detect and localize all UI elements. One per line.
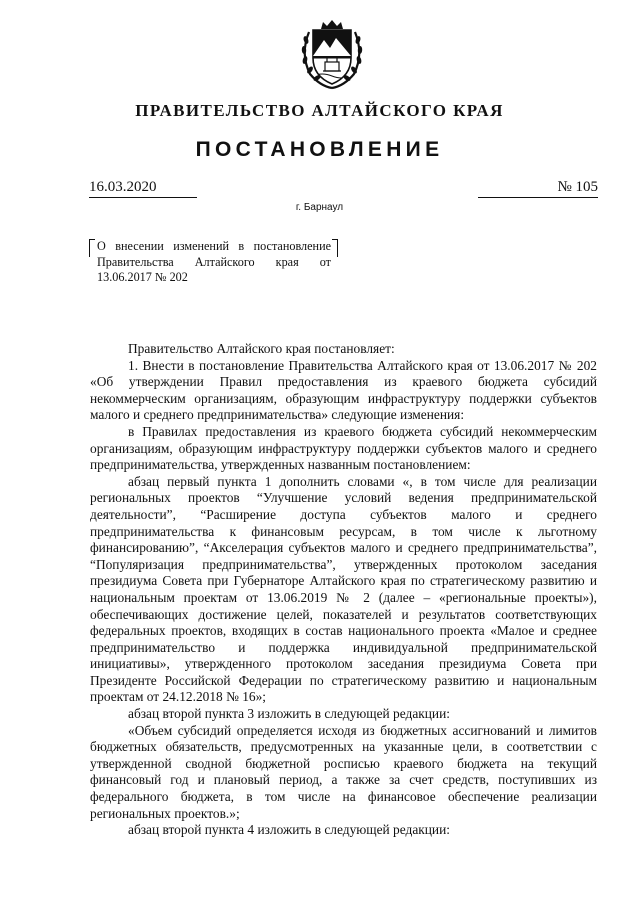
document-body [90,341,597,839]
body-paragraph: абзац второй пункта 4 изложить в следующей редакции: [128,822,450,838]
organization-name: ПРАВИТЕЛЬСТВО АЛТАЙСКОГО КРАЯ [135,101,504,120]
body-paragraph: абзац первый пункта 1 дополнить словами «, в том числе для реализации региональных проектов “Улучшение условий ведения предпринимательской деятельности”, “Расширение доступа субъектов малого и среднего предпринимательства к финансовым ресурсам, в том числе к льготному финансированию”, “Акселерация субъектов малого и среднего предпринимательства”, “Популяризация предпринимательства”, утвержденных протоколом заседания президиума Совета при Губернаторе Алтайского края по стратегическому развитию и национальным проектам от 13.06.2019 № 2 (далее – «региональные проекты»), обеспечивающих достижение целей, показателей и результатов соответствующих федеральных проектов, входящих в состав национального проекта «Малое и среднее предпринимательство и поддержка индивидуальной предпринимательской инициативы», утвержденного протоколом заседания президиума Совета при Президенте Российской Федерации по стратегическому развитию и национальным проектам от 24.12.2018 № 16»; [90,473,597,705]
body-paragraph: 1. Внести в постановление Правительства Алтайского края от 13.06.2017 № 202 «Об утверждении Правил предоставления из краевого бюджета субсидий некоммерческим организациям, образующим инфраструктуру поддержки субъектов малого и среднего предпринимательства» следующие изменения: [90,357,597,423]
document-number: № 105 [478,178,598,198]
body-paragraph: в Правилах предоставления из краевого бюджета субсидий некоммерческим организациям, образующим инфраструктуру поддержки субъектов малого и среднего предпринимательства, утвержденных названным постановлением: [90,423,597,473]
document-date: 16.03.2020 [89,178,197,198]
body-paragraph: «Объем субсидий определяется исходя из бюджетных ассигнований и лимитов бюджетных обязательств, предусмотренных на указанные цели, в соответствии с утвержденной сводной бюджетной росписью краевого бюджета на текущий финансовый год и плановый период, а также за счет средств, поступивших из федерального бюджета, в том числе на финансовое обеспечение реализации региональных проектов.»; [90,722,597,821]
document-type: ПОСТАНОВЛЕНИЕ [195,138,444,161]
coat-of-arms-icon [296,18,368,90]
body-paragraph: абзац второй пункта 3 изложить в следующей редакции: [128,706,450,722]
body-paragraph: Правительство Алтайского края постановляет: [128,341,395,356]
subject-bracket-left [89,239,95,257]
document-city: г. Барнаул [295,202,344,213]
document-subject: О внесении изменений в постановление Правительства Алтайского края от 13.06.2017 № 202 [97,239,331,284]
subject-bracket-right [332,239,338,257]
